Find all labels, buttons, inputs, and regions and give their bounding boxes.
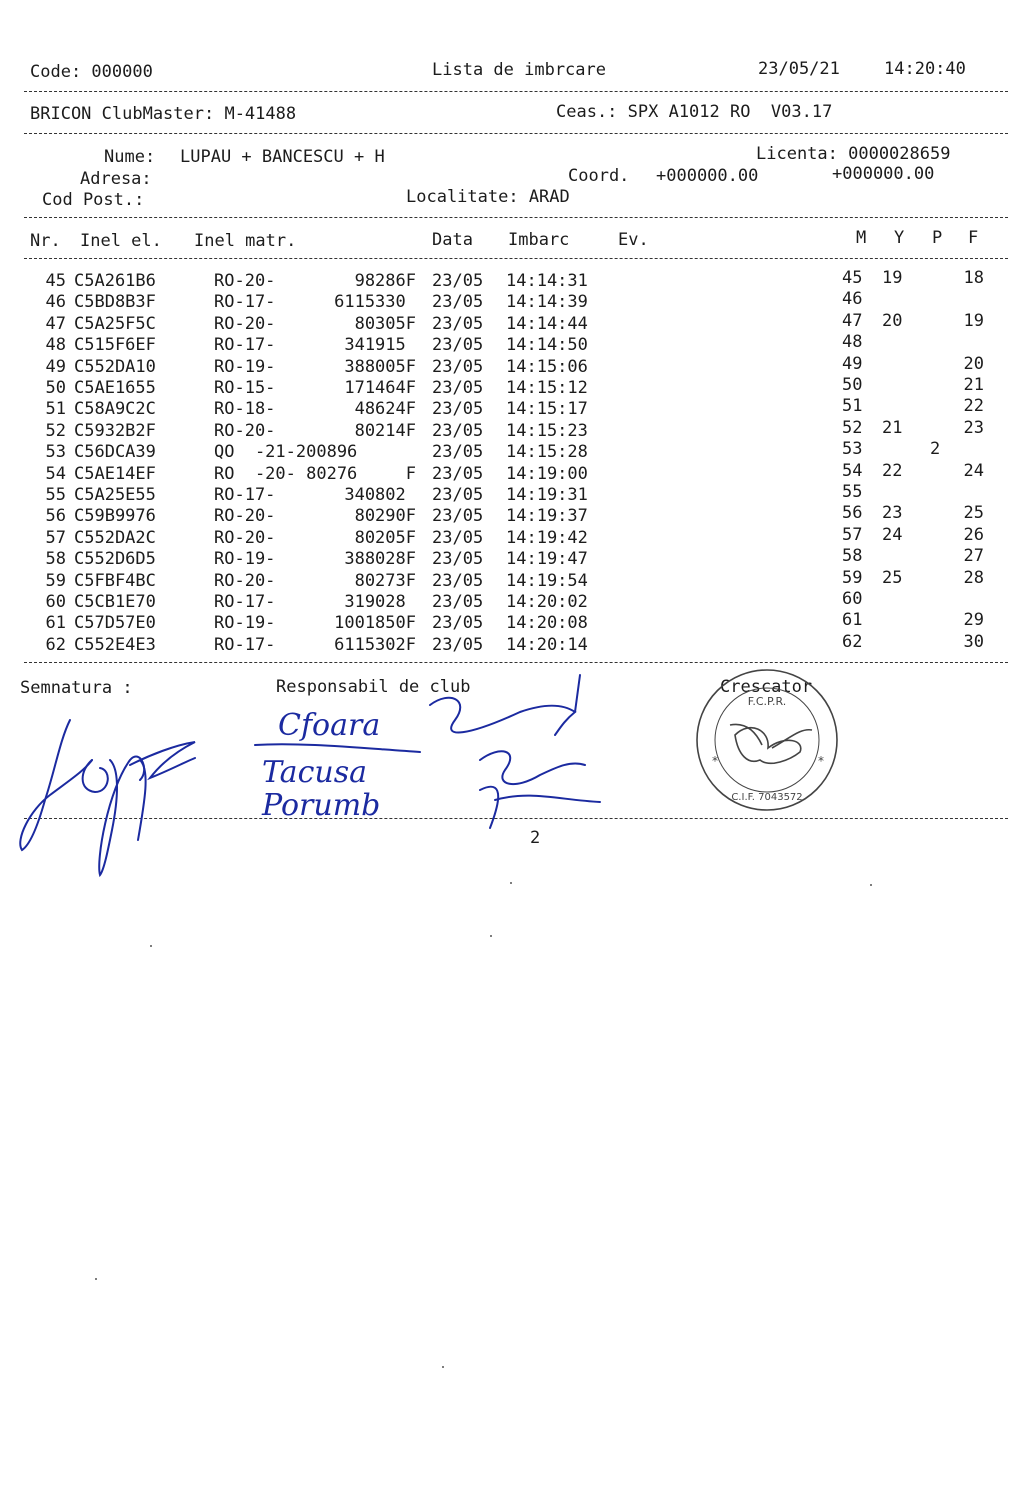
row-ring-number: 319028 (344, 592, 416, 612)
scan-speck (870, 884, 872, 886)
row-date: 23/05 (432, 592, 484, 612)
row-nr: 59 (45, 571, 66, 591)
row-electronic-ring: C5AE1655 (74, 378, 156, 398)
row-electronic-ring: C58A9C2C (74, 399, 156, 419)
row-m: 57 (842, 525, 863, 545)
row-time: 14:15:06 (506, 357, 588, 377)
nume-label: Nume: (104, 147, 156, 167)
row-ring-number: F (405, 464, 416, 484)
row-time: 14:14:39 (506, 292, 588, 312)
row-f: 21 (963, 375, 984, 395)
col-inel-el: Inel el. (80, 231, 162, 251)
row-ring-number: 341915 (344, 335, 416, 355)
col-p: P (932, 228, 943, 248)
row-ring-number: 388005F (344, 357, 416, 377)
row-nr: 52 (45, 421, 66, 441)
row-nr: 56 (45, 506, 66, 526)
row-m: 61 (842, 610, 863, 630)
row-y: 23 (882, 503, 903, 523)
row-nr: 49 (45, 357, 66, 377)
row-date: 23/05 (432, 506, 484, 526)
row-electronic-ring: C552DA10 (74, 357, 156, 377)
row-ring-prefix: RO-19- (214, 613, 276, 633)
row-ring-number: 6115330 (334, 292, 416, 312)
row-date: 23/05 (432, 421, 484, 441)
row-nr: 54 (45, 464, 66, 484)
row-time: 14:15:12 (506, 378, 588, 398)
row-nr: 50 (45, 378, 66, 398)
row-time: 14:19:31 (506, 485, 588, 505)
row-date: 23/05 (432, 399, 484, 419)
coord-label: Coord. (568, 166, 630, 186)
row-ring-prefix: RO -20- 80276 (214, 464, 358, 484)
row-ring-number: 1001850F (334, 613, 416, 633)
row-ring-prefix: RO-17- (214, 485, 276, 505)
row-m: 58 (842, 546, 863, 566)
row-m: 62 (842, 632, 863, 652)
row-nr: 51 (45, 399, 66, 419)
col-ev: Ev. (618, 230, 649, 250)
row-nr: 55 (45, 485, 66, 505)
row-ring-prefix: RO-18- (214, 399, 276, 419)
license-number: Licenta: 0000028659 (756, 144, 951, 164)
svg-text:*: * (712, 754, 718, 768)
row-ring-number: 340802 (344, 485, 416, 505)
row-electronic-ring: C5FBF4BC (74, 571, 156, 591)
print-date: 23/05/21 (758, 59, 840, 79)
row-ring-number: 6115302F (334, 635, 416, 655)
owner-name: LUPAU + BANCESCU + H (180, 147, 385, 167)
row-date: 23/05 (432, 335, 484, 355)
row-f: 25 (963, 503, 984, 523)
row-date: 23/05 (432, 314, 484, 334)
row-time: 14:20:02 (506, 592, 588, 612)
row-time: 14:14:50 (506, 335, 588, 355)
row-m: 48 (842, 332, 863, 352)
row-f: 23 (963, 418, 984, 438)
row-time: 14:20:14 (506, 635, 588, 655)
row-nr: 53 (45, 442, 66, 462)
row-p: 2 (930, 439, 941, 459)
row-m: 54 (842, 461, 863, 481)
row-time: 14:15:28 (506, 442, 588, 462)
row-ring-prefix: RO-20- (214, 314, 276, 334)
row-f: 22 (963, 396, 984, 416)
row-ring-prefix: RO-20- (214, 271, 276, 291)
breeder-label: Crescator (720, 677, 813, 697)
row-m: 45 (842, 268, 863, 288)
row-f: 18 (963, 268, 984, 288)
row-ring-prefix: QO -21-200896 (214, 442, 358, 462)
row-f: 20 (963, 354, 984, 374)
localitate: Localitate: ARAD (406, 187, 570, 207)
row-time: 14:19:37 (506, 506, 588, 526)
row-electronic-ring: C5CB1E70 (74, 592, 156, 612)
row-electronic-ring: C59B9976 (74, 506, 156, 526)
row-m: 55 (842, 482, 863, 502)
row-date: 23/05 (432, 357, 484, 377)
scan-speck (150, 945, 152, 947)
row-m: 56 (842, 503, 863, 523)
row-y: 22 (882, 461, 903, 481)
row-date: 23/05 (432, 292, 484, 312)
row-y: 20 (882, 311, 903, 331)
row-ring-prefix: RO-20- (214, 571, 276, 591)
row-m: 50 (842, 375, 863, 395)
scan-speck (95, 1278, 97, 1280)
row-ring-number: 80273F (354, 571, 416, 591)
row-date: 23/05 (432, 613, 484, 633)
row-m: 59 (842, 568, 863, 588)
row-f: 24 (963, 461, 984, 481)
row-electronic-ring: C552E4E3 (74, 635, 156, 655)
col-inel-matr: Inel matr. (194, 231, 297, 251)
stamp-cif: C.I.F. 7043572 (731, 792, 803, 803)
row-electronic-ring: C552D6D5 (74, 549, 156, 569)
signature-name: Porumb (262, 788, 381, 823)
row-time: 14:19:54 (506, 571, 588, 591)
row-nr: 45 (45, 271, 66, 291)
row-date: 23/05 (432, 635, 484, 655)
row-time: 14:14:31 (506, 271, 588, 291)
row-m: 47 (842, 311, 863, 331)
row-time: 14:19:42 (506, 528, 588, 548)
row-nr: 57 (45, 528, 66, 548)
row-ring-number: 98286F (354, 271, 416, 291)
row-ring-prefix: RO-17- (214, 592, 276, 612)
row-electronic-ring: C515F6EF (74, 335, 156, 355)
row-m: 52 (842, 418, 863, 438)
row-nr: 61 (45, 613, 66, 633)
row-date: 23/05 (432, 378, 484, 398)
row-ring-prefix: RO-20- (214, 528, 276, 548)
row-nr: 46 (45, 292, 66, 312)
row-ring-prefix: RO-17- (214, 292, 276, 312)
col-imbarc: Imbarc (508, 230, 570, 250)
row-time: 14:15:17 (506, 399, 588, 419)
row-date: 23/05 (432, 528, 484, 548)
row-ring-number: 80305F (354, 314, 416, 334)
row-time: 14:20:08 (506, 613, 588, 633)
col-nr: Nr. (30, 231, 61, 251)
clock-id: Ceas.: SPX A1012 RO V03.17 (556, 102, 833, 122)
row-y: 24 (882, 525, 903, 545)
signature-label: Semnatura : (20, 678, 133, 698)
row-ring-number: 388028F (344, 549, 416, 569)
print-time: 14:20:40 (884, 59, 966, 79)
col-f: F (968, 228, 979, 248)
row-m: 60 (842, 589, 863, 609)
row-nr: 58 (45, 549, 66, 569)
row-ring-number: 80214F (354, 421, 416, 441)
row-m: 49 (842, 354, 863, 374)
document-title: Lista de imbrcare (432, 60, 606, 80)
row-f: 19 (963, 311, 984, 331)
row-electronic-ring: C5A25F5C (74, 314, 156, 334)
row-f: 27 (963, 546, 984, 566)
row-nr: 62 (45, 635, 66, 655)
row-ring-number: 48624F (354, 399, 416, 419)
row-ring-prefix: RO-17- (214, 635, 276, 655)
row-ring-number: 80205F (354, 528, 416, 548)
row-date: 23/05 (432, 442, 484, 462)
row-nr: 47 (45, 314, 66, 334)
row-m: 51 (842, 396, 863, 416)
row-f: 28 (963, 568, 984, 588)
row-y: 21 (882, 418, 903, 438)
row-time: 14:14:44 (506, 314, 588, 334)
row-f: 29 (963, 610, 984, 630)
adresa-label: Adresa: (80, 169, 152, 189)
signature-name: Tacusa (262, 755, 367, 790)
row-ring-prefix: RO-19- (214, 549, 276, 569)
row-ring-prefix: RO-19- (214, 357, 276, 377)
cod-post-label: Cod Post.: (42, 190, 145, 210)
row-date: 23/05 (432, 464, 484, 484)
row-time: 14:19:47 (506, 549, 588, 569)
col-y: Y (894, 228, 905, 248)
club-stamp-icon (697, 670, 837, 810)
row-electronic-ring: C5BD8B3F (74, 292, 156, 312)
row-date: 23/05 (432, 549, 484, 569)
row-electronic-ring: C5A25E55 (74, 485, 156, 505)
row-time: 14:15:23 (506, 421, 588, 441)
row-m: 46 (842, 289, 863, 309)
col-data: Data (432, 230, 473, 250)
row-nr: 60 (45, 592, 66, 612)
row-time: 14:19:00 (506, 464, 588, 484)
row-ring-number: 171464F (344, 378, 416, 398)
code-label: Code: 000000 (30, 62, 153, 82)
row-electronic-ring: C5932B2F (74, 421, 156, 441)
scan-speck (490, 935, 492, 937)
row-f: 26 (963, 525, 984, 545)
row-nr: 48 (45, 335, 66, 355)
row-date: 23/05 (432, 571, 484, 591)
page-number: 2 (530, 828, 541, 848)
coord-y: +000000.00 (832, 164, 935, 184)
row-date: 23/05 (432, 485, 484, 505)
row-ring-prefix: RO-17- (214, 335, 276, 355)
row-electronic-ring: C5A261B6 (74, 271, 156, 291)
coord-x: +000000.00 (656, 166, 759, 186)
svg-text:*: * (818, 754, 824, 768)
clubmaster-id: BRICON ClubMaster: M-41488 (30, 104, 297, 124)
signature-name: Cfoara (278, 708, 381, 743)
breeder-signature-icon (20, 720, 195, 875)
row-f: 30 (963, 632, 984, 652)
row-ring-prefix: RO-20- (214, 506, 276, 526)
row-y: 19 (882, 268, 903, 288)
row-ring-number: 80290F (354, 506, 416, 526)
row-electronic-ring: C552DA2C (74, 528, 156, 548)
club-responsible-label: Responsabil de club (276, 677, 471, 697)
scan-speck (510, 882, 512, 884)
row-y: 25 (882, 568, 903, 588)
row-electronic-ring: C5AE14EF (74, 464, 156, 484)
row-electronic-ring: C57D57E0 (74, 613, 156, 633)
club-signatures-icon (255, 675, 600, 828)
row-m: 53 (842, 439, 863, 459)
row-date: 23/05 (432, 271, 484, 291)
scan-speck (442, 1366, 444, 1368)
stamp-org: F.C.P.R. (747, 695, 787, 708)
row-ring-prefix: RO-15- (214, 378, 276, 398)
row-ring-prefix: RO-20- (214, 421, 276, 441)
row-electronic-ring: C56DCA39 (74, 442, 156, 462)
col-m: M (856, 228, 867, 248)
